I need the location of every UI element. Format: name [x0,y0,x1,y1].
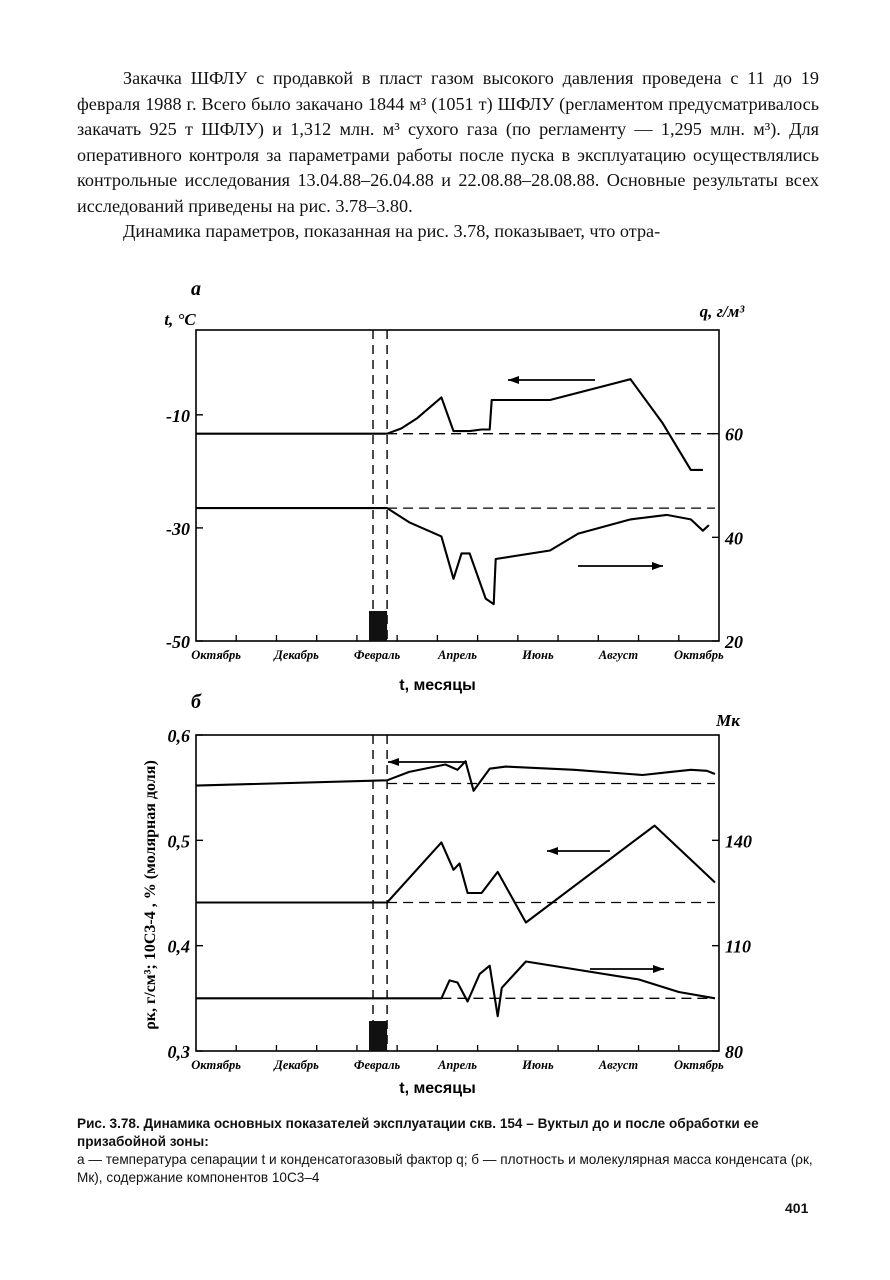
panel-2-arrow-c34-head [653,965,664,973]
panel-2-xlabel: t, месяцы [399,1080,476,1097]
panel-2-ytick-label-left-1: 0,5 [167,831,190,852]
panel-2-xtick-label-2: Февраль [353,1058,401,1072]
panel-1-ytick-label-right-1: 40 [725,528,743,549]
caption-body: а — температура сепарации t и конденсатогазовый фактор q; б — плотность и молекулярная масса конденсата (ρк, Mк), содержание компонентов 10С3–4 [77,1152,813,1185]
panel-1-arrow-t-head [652,562,663,570]
caption-title: Рис. 3.78. Динамика основных показателей эксплуатации скв. 154 – Вуктыл до и после обработки ее призабойной зоны: [77,1116,759,1149]
panel-2-ytick-label-left-0: 0,6 [167,726,190,746]
panel-2-ylabel-left: ρк, г/см³; 10С3-4 , % (молярная доля) [142,760,159,1030]
panel-1-series-line-2 [196,508,709,604]
panel-1-ytick-label-right-2: 20 [725,632,743,652]
panel-1-xtick-label-2: Февраль [353,648,401,662]
panel-2-arrow-rho-head [388,758,399,766]
panel-1-xtick-label-3: Апрель [438,648,477,662]
panel-2-label: б [191,691,201,713]
panel-2-series-line-0 [196,761,715,791]
panel-2-xtick-label-3: Апрель [438,1058,477,1072]
panel-1-xtick-label-6: Октябрь [674,648,724,662]
panel-1-xtick-label-1: Декабрь [274,648,319,662]
panel-1-label: а [191,278,201,300]
paragraph-2: Динамика параметров, показанная на рис. 3.78, показывает, что отра- [123,221,661,241]
panel-2-ytick-label-left-3: 0,3 [167,1042,190,1062]
panel-2-ytick-label-right-1: 110 [725,936,752,957]
panel-1-ytick-label-right-0: 60 [725,424,743,445]
panel-1-treatment-bar [369,611,387,641]
panel-2-ylabel-right: Мк [716,711,740,730]
panel-1-ytick-label-left-1: -30 [166,518,190,539]
panel-1-xlabel: t, месяцы [399,677,476,694]
panel-1-ytick-label-left-0: -10 [166,405,190,426]
panel-2-xtick-label-5: Август [598,1058,639,1072]
panel-2-xtick-label-1: Декабрь [274,1058,319,1072]
panel-2-xtick-label-4: Июнь [522,1058,554,1072]
panel-1-series-line-0 [196,379,703,470]
panel-1-xtick-label-0: Октябрь [191,648,241,662]
panel-2-treatment-bar [369,1021,387,1051]
figure-caption [77,1115,819,1187]
panel-2-ytick-label-right-2: 80 [725,1042,743,1062]
panel-1-xtick-label-5: Август [598,648,639,662]
paragraph-1: Закачка ШФЛУ с продавкой в пласт газом высокого давления проведена с 11 до 19 февраля 1988 г. Всего было закачано 1844 м³ (1051 т) ШФЛУ (регламентом предусматривалось закачать 925 т ШФЛУ) и 1,312 млн. м³ сухого газа (по регламенту — 1,295 млн. м³). Для оперативного контроля за параметрами работы после пуска в эксплуатацию осуществлялись контрольные исследования 13.04.88–26.04.88 и 22.08.88–28.08.88. Основные результаты всех исследований приведены на рис. 3.78–3.80. [77,68,819,216]
page-number: 401 [785,1200,809,1216]
panel-1-arrow-q-head [508,376,519,384]
panel-1-plot-frame [196,330,719,641]
panel-2-ytick-label-left-2: 0,4 [167,936,190,957]
panel-1-ylabel-right: q, г/м³ [699,302,745,321]
panel-2-arrow-mk-head [547,847,558,855]
panel-2-ytick-label-right-0: 140 [725,831,752,852]
panel-1-ylabel-left: t, °C [164,310,196,329]
panel-2-xtick-label-0: Октябрь [191,1058,241,1072]
panel-2-xtick-label-6: Октябрь [674,1058,724,1072]
panel-1-ytick-label-left-2: -50 [166,632,190,652]
panel-1-xtick-label-4: Июнь [522,648,554,662]
panel-2-series-line-2 [196,826,715,923]
